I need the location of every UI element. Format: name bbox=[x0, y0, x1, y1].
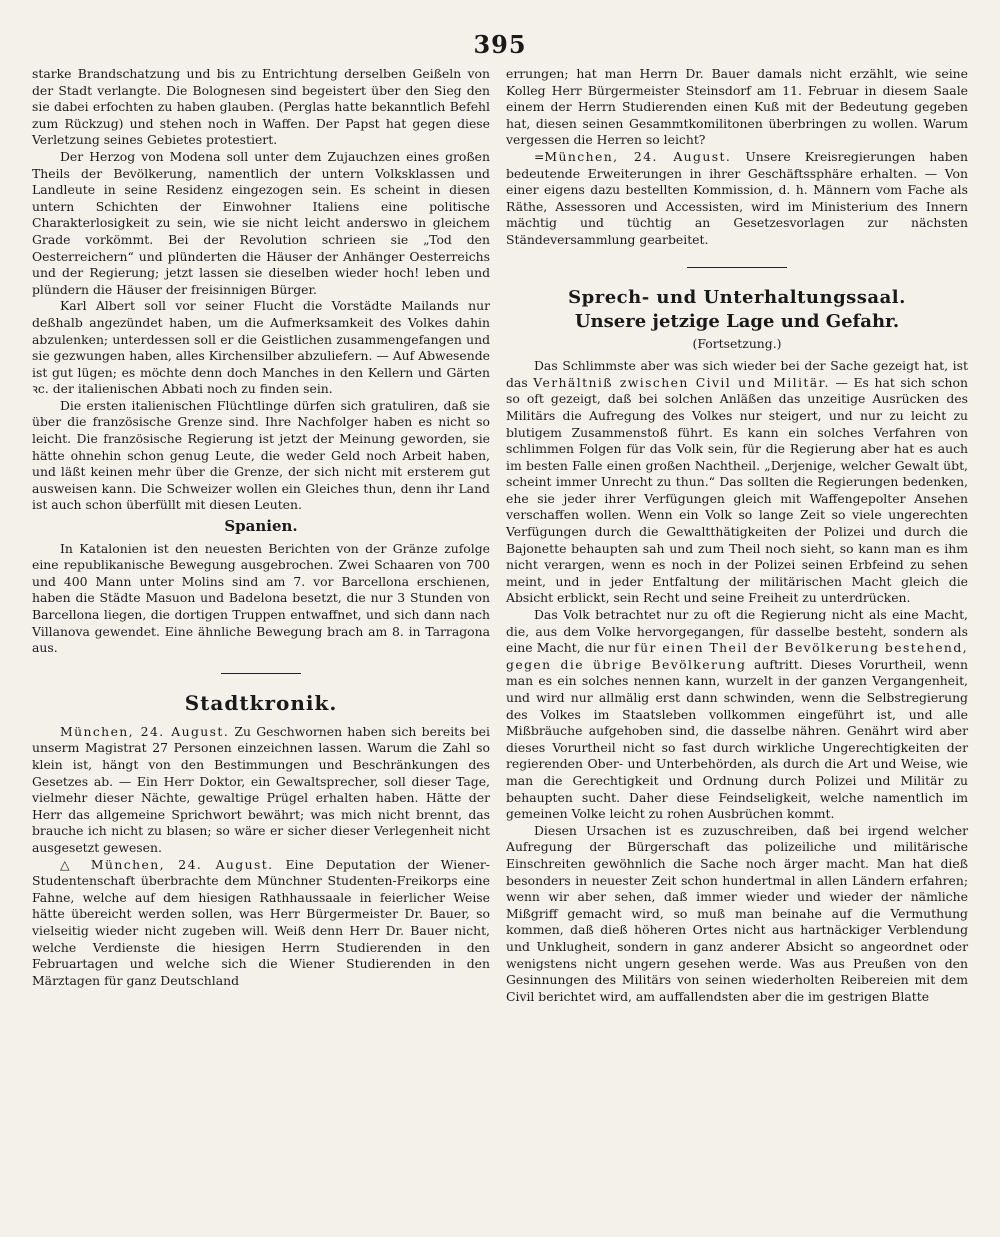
continuation-note: (Fortsetzung.) bbox=[692, 335, 782, 351]
emphasis-text: Verhältniß zwischen Civil und Militär. bbox=[533, 374, 830, 390]
paragraph-text: — Es hat sich schon so oft gezeigt, daß bei solchen Anläßen das unzeitige Ausrücken des Militärs die Aufregung des Volkes nur steigert, und nur zu leicht zu blutigem Zusammenstoß führt. Es kann ein solches Verfahren von schlimmen Folgen für das Volk sein, für die Regierung aber hat es auch im besten Falle einen großen Nachtheil. „Derjenige, welcher Gewalt übt, scheint immer Unrecht zu thun.“ Das sollten die Regierungen bedenken, ehe sie jeder ihrer Verfügungen gleich mit Waffengepolter Ansehen verschaffen wollen. Wenn ein Volk so lange Zeit so viele ungerechten Verfügungen durch die Gewaltthätigkeiten der Polizei und durch die Bajonette behaupten sah und zum Theil noch sieht, so kann man es ihm nicht verargen, wenn es noch in der Polizei seinen Erbfeind zu sehen meint, und in jeder Entfaltung der militärischen Macht gleich die Absicht erblickt, sein Recht und seine Freiheit zu unterdrücken. bbox=[506, 374, 968, 606]
page-number: 395 bbox=[473, 30, 527, 59]
paragraph-text: Das Volk betrachtet nur zu oft die Regierung nicht als eine Macht, die, aus dem Volke hervorgegangen, für dasselbe besteht, sondern als eine Macht, die nur bbox=[506, 607, 968, 656]
heading-sprechsaal: Sprech- und Unterhaltungssaal. bbox=[568, 286, 906, 308]
section-divider bbox=[221, 673, 301, 674]
left-column bbox=[32, 66, 490, 989]
dateline: München, 24. August. bbox=[544, 148, 732, 164]
dateline: München, 24. August. bbox=[60, 723, 230, 739]
emphasis-text: für einen Theil der Bevölkerung bestehend, gegen die übrige Bevölkerung bbox=[506, 640, 968, 672]
paragraph-karl-albert: Karl Albert soll vor seiner Flucht die Vorstädte Mailands nur deßhalb angezündet haben, um die Aufmerksamkeit des Volkes dahin abzulenken; unterdessen soll er die Geistlichen zusammengefangen und sie gezwungen haben, alles Kirchensilber abzuliefern. — Auf Abwesende ist gut lügen; es möchte denn doch Manches in den Kellern und Gärten ꝛc. der italienischen Abbati noch zu finden sein. bbox=[32, 298, 490, 397]
heading-stadtkronik: Stadtkronik. bbox=[184, 690, 338, 715]
paragraph-deputation bbox=[32, 857, 490, 990]
heading-article-title: Unsere jetzige Lage und Gefahr. bbox=[574, 310, 900, 332]
paragraph-vorurtheil bbox=[506, 607, 968, 823]
paragraph-katalonien: In Katalonien ist den neuesten Berichten von der Gränze zufolge eine republikanische Bewegung ausgebrochen. Zwei Schaaren von 700 und 400 Mann unter Molins sind am 7. vor Barcellona erschienen, haben die Städte Masuon und Badelona besetzt, die nur 3 Stunden von Barcellona liegen, die dortigen Truppen entwaffnet, und sich dann nach Villanova gewendet. Eine ähnliche Bewegung brach am 8. in Tarragona aus. bbox=[32, 540, 490, 656]
paragraph-fluechtlinge: Die ersten italienischen Flüchtlinge dürfen sich gratuliren, daß sie über die französische Grenze sind. Ihre Nachfolger haben es nicht so leicht. Die französische Regierung ist jetzt der Meinung geworden, sie hätte ohnehin schon genug Leute, die weder Geld noch Arbeit haben, und läßt keinen mehr über die Grenze, der sich nicht mit ersterem gut ausweisen kann. Die Schweizer wollen ein Gleiches thun, denn ihr Land ist auch schon überfüllt mit diesen Leuten. bbox=[32, 397, 490, 513]
dateline-prefix: = bbox=[534, 148, 545, 164]
right-column bbox=[506, 66, 968, 1005]
dateline: München, 24. August. bbox=[77, 856, 274, 872]
paragraph-text: Zu Geschwornen haben sich bereits bei unserm Magistrat 27 Personen einzeichnen lassen. Warum die Zahl so klein ist, hängt von den Bestimmungen und Beschränkungen des Gesetzes ab. — Ein Herr Doktor, ein Gewaltsprecher, soll dieser Tage, vielmehr dieser Nächte, gewaltige Prügel erhalten haben. Hätte der Herr das allgemeine Sprichwort bewährt; was mich nicht brennt, das brauche ich nicht zu blasen; so wäre er sicher dieser Verlegenheit nicht ausgesetzt gewesen. bbox=[32, 723, 490, 855]
paragraph-kreisregierungen bbox=[506, 149, 968, 249]
paragraph-geschworne bbox=[32, 724, 490, 857]
paragraph-text: Das Schlimmste aber was sich wieder bei der Sache gezeigt hat, ist das bbox=[506, 358, 968, 390]
paragraph-ursachen: Diesen Ursachen ist es zuzuschreiben, daß bei irgend welcher Aufregung der Bürgerschaft das polizeiliche und militärische Einschreiten gewöhnlich die Sache noch ärger macht. Man hat dieß besonders in neuester Zeit schon hundertmal in allen Ländern erfahren; wenn wir aber sehen, daß immer wieder und wieder der nämliche Mißgriff gemacht wird, so muß man beinahe auf die Vermuthung kommen, daß dieß höheren Ortes nicht aus hartnäckiger Verblendung und Unklugheit, sondern in ganz anderer Absicht so angeordnet oder wenigstens nicht ungern gesehen werde. Was aus Preußen von den Gesinnungen des Militärs von seinen wiederholten Reibereien mit dem Civil berichtet wird, am auffallendsten aber die im gestrigen Blatte bbox=[506, 822, 968, 1004]
paragraph-bauer: errungen; hat man Herrn Dr. Bauer damals nicht erzählt, wie seine Kolleg Herr Bürgermeister Steinsdorf am 11. Februar in diesem Saale einem der Herrn Studierenden einen Kuß mit der Bedeutung gegeben hat, diesen seinen Gesammtkomilitonen überbringen zu wollen. Warum vergessen die Herren so leicht? bbox=[506, 66, 968, 148]
paragraph-text: Unsere Kreisregierungen haben bedeutende Erweiterungen in ihrer Geschäftssphäre erhalten. — Von einer eigens dazu bestellten Kommission, d. h. Männern vom Fache als Räthe, Assessoren und Accessisten, wird im Ministerium des Innern mächtig und tüchtig an Gesetzesvorlagen zur nächsten Ständeversammlung gearbeitet. bbox=[506, 148, 968, 247]
paragraph-text: Eine Deputation der Wiener-Studentenschaft überbrachte dem Münchner Studenten-Freikorps eine Fahne, welche auf dem hiesigen Rathhaussaale in feierlicher Weise hätte übereicht werden sollen, was Herr Bürgermeister Dr. Bauer, so vielseitig wieder nicht zugeben will. Weiß denn Herr Dr. Bauer nicht, welche Verdienste die hiesigen Herrn Studierenden in den Februartagen und welche sich die Wiener Studierenden in den Märztagen für ganz Deutschland bbox=[32, 856, 490, 988]
paragraph-modena: Der Herzog von Modena soll unter dem Zujauchzen eines großen Theils der Bevölkerung, namentlich der untern Volksklassen und Landleute in seine Residenz eingezogen sein. Es scheint in diesen untern Schichten der Einwohner Italiens eine politische Charakterlosigkeit zu sein, wie sie nicht leicht anderswo in gleichem Grade vorkömmt. Bei der Revolution schrieen sie „Tod den Oesterreichern“ und plünderten die Häuser der Anhänger Oesterreichs und der Regierung; jetzt lassen sie dieselben wieder hoch! leben und plündern die Häuser der freisinnigen Bürger. bbox=[32, 148, 490, 297]
section-divider bbox=[687, 267, 787, 268]
triangle-icon: △ bbox=[60, 856, 78, 872]
paragraph-civil-militaer bbox=[506, 358, 968, 607]
paragraph-bologna: starke Brandschatzung und bis zu Entrichtung derselben Geißeln von der Stadt verlangte. Die Bolognesen sind begeistert über den Sieg den sie dabei erfochten zu haben glauben. (Perglas hatte bekanntlich Befehl zum Rückzug) und stehen noch in Waffen. Der Papst hat gegen diese Verletzung seines Gebietes protestiert. bbox=[32, 66, 490, 148]
heading-spanien: Spanien. bbox=[224, 517, 298, 536]
paragraph-text: auftritt. Dieses Vorurtheil, wenn man es ein solches nennen kann, wurzelt in der ganzen Vergangenheit, und wird nur allmälig erst dann schwinden, wenn die Selbstregierung des Volkes im Staatsleben vollkommen eingeführt ist, und alle Mißbräuche aufgehoben sind, die dasselbe nähren. Genährt wird aber dieses Vorurtheil nicht so fast durch wirkliche Ungerechtigkeiten der regierenden Ober- und Unterbehörden, als durch die Art und Weise, wie man die Gerechtigkeit und Ordnung durch Polizei und Militär zu behaupten sucht. Daher diese Feindseligkeit, welche namentlich im gemeinen Volke leicht zu rohen Ausbrüchen kommt. bbox=[506, 656, 968, 822]
